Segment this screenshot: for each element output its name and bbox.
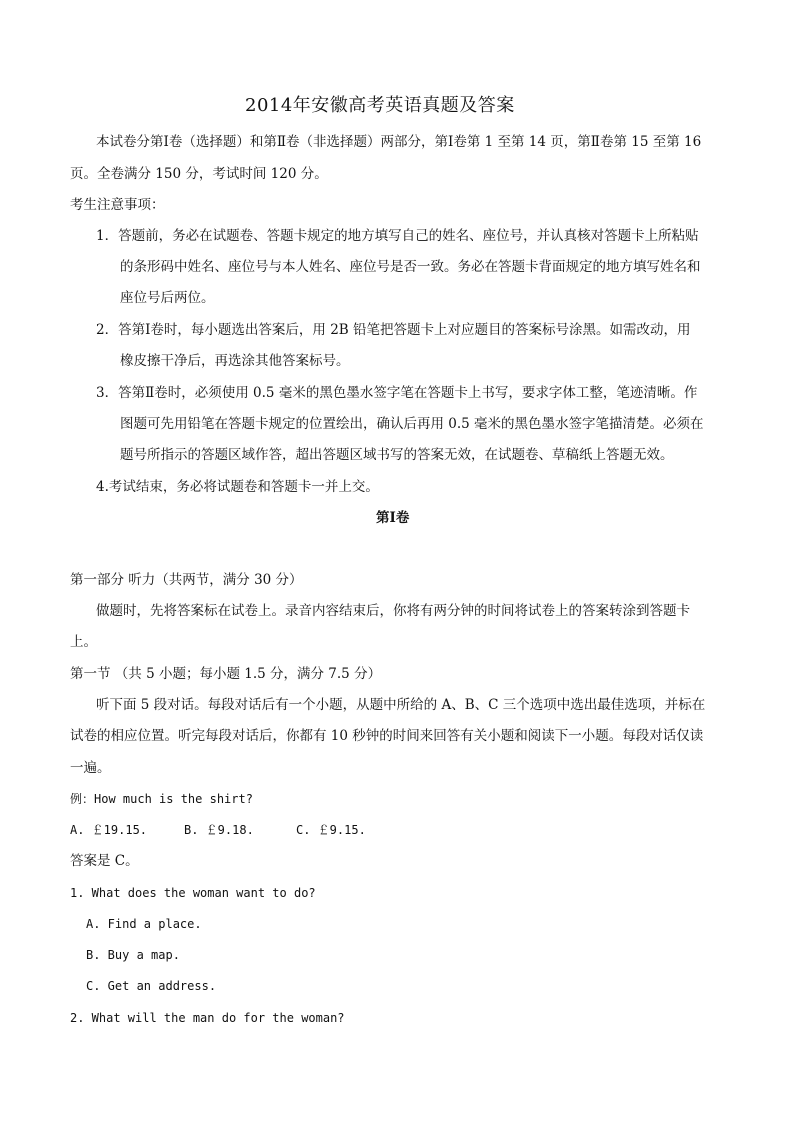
note-line-6: 3．答第Ⅱ卷时，必须使用 0.5 毫米的黑色墨水签字笔在答题卡上书写，要求字体工整，笔迹清晰。作 bbox=[96, 385, 698, 401]
example-question: 例：How much is the shirt? bbox=[70, 792, 253, 806]
example-options bbox=[70, 821, 366, 839]
note-line-3: 座位号后两位。 bbox=[120, 290, 215, 306]
intro-line-2: 页。全卷满分 150 分，考试时间 120 分。 bbox=[70, 166, 328, 182]
section1-desc-line-3: 一遍。 bbox=[70, 760, 111, 776]
example-option-a: A. ￡19.15. bbox=[70, 823, 148, 837]
notes-heading: 考生注意事项： bbox=[70, 197, 165, 213]
example-option-c: C. ￡9.15. bbox=[296, 823, 366, 837]
note-line-1: 1．答题前，务必在试题卷、答题卡规定的地方填写自己的姓名、座位号，并认真核对答题卡上所粘贴 bbox=[96, 228, 699, 244]
note-line-7: 图题可先用铅笔在答题卡规定的位置绘出，确认后再用 0.5 毫米的黑色墨水签字笔描清楚。必须在 bbox=[120, 416, 704, 432]
volume-heading: 第Ⅰ卷 bbox=[376, 510, 410, 526]
section1-desc-line-2: 试卷的相应位置。听完每段对话后，你都有 10 秒钟的时间来回答有关小题和阅读下一小题。每段对话仅读 bbox=[70, 728, 704, 744]
section1-desc-line-1: 听下面 5 段对话。每段对话后有一个小题，从题中所给的 A、B、C 三个选项中选出最佳选项，并标在 bbox=[96, 697, 706, 713]
example-answer: 答案是 C。 bbox=[70, 853, 139, 869]
example-option-b: B. ￡9.18. bbox=[184, 823, 254, 837]
note-line-5: 橡皮擦干净后，再选涂其他答案标号。 bbox=[120, 353, 350, 369]
section1-heading: 第一节 （共 5 小题；每小题 1.5 分，满分 7.5 分） bbox=[70, 666, 382, 682]
part1-desc-line-2: 上。 bbox=[70, 634, 97, 650]
document-title: 2014年安徽高考英语真题及答案 bbox=[245, 95, 515, 116]
question-1-option-b: B. Buy a map. bbox=[86, 948, 180, 962]
question-1-stem: 1. What does the woman want to do? bbox=[70, 886, 316, 900]
note-line-2: 的条形码中姓名、座位号与本人姓名、座位号是否一致。务必在答题卡背面规定的地方填写姓名和 bbox=[120, 259, 701, 275]
note-line-9: 4.考试结束，务必将试题卷和答题卡一并上交。 bbox=[96, 479, 379, 495]
question-1-option-a: A. Find a place. bbox=[86, 917, 202, 931]
note-line-4: 2．答第Ⅰ卷时，每小题选出答案后，用 2B 铅笔把答题卡上对应题目的答案标号涂黑。如需改动，用 bbox=[96, 322, 691, 338]
intro-line-1: 本试卷分第Ⅰ卷（选择题）和第Ⅱ卷（非选择题）两部分，第Ⅰ卷第 1 至第 14 页，第Ⅱ卷第 15 至第 16 bbox=[96, 134, 702, 150]
part1-desc-line-1: 做题时，先将答案标在试卷上。录音内容结束后，你将有两分钟的时间将试卷上的答案转涂到答题卡 bbox=[96, 603, 690, 619]
note-line-8: 题号所指示的答题区域作答，超出答题区域书写的答案无效，在试题卷、草稿纸上答题无效。 bbox=[120, 447, 674, 463]
question-2-stem: 2. What will the man do for the woman? bbox=[70, 1011, 345, 1025]
question-1-option-c: C. Get an address. bbox=[86, 979, 217, 993]
part1-heading: 第一部分 听力（共两节，满分 30 分） bbox=[70, 572, 303, 588]
